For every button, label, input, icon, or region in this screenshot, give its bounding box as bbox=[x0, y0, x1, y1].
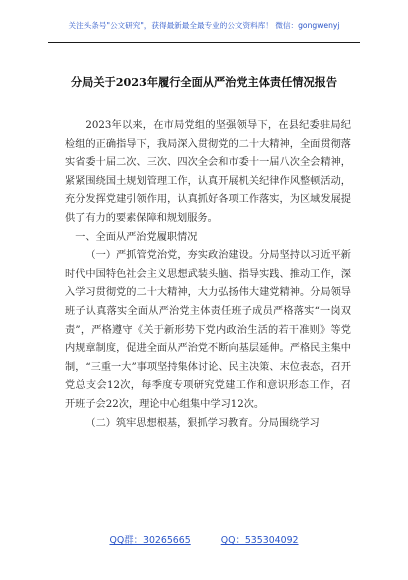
qq-contact-link[interactable]: QQ：535304092 bbox=[220, 535, 299, 546]
footer-contacts bbox=[0, 532, 408, 546]
section-heading: 一、全面从严治党履职情况 bbox=[75, 231, 198, 243]
document-body bbox=[65, 117, 351, 433]
document-title: 分局关于2023年履行全面从严治党主体责任情况报告 bbox=[70, 75, 338, 89]
qq-group-link[interactable]: QQ群：30265665 bbox=[109, 535, 191, 546]
intro-paragraph: 2023年以来，在市局党组的坚强领导下，在县纪委驻局纪检组的正确指导下，我局深入贯彻党的二十大精神，全面贯彻落实省委十届二次、三次、四次全会和市委十一届八次全会精神，紧紧围绕国土规划管理工作，认真开展机关纪律作风整顿活动，充分发挥党建引领作用，认真抓好各项工作落实，为区域发展提供了有力的要素保障和规划服务。 bbox=[65, 120, 351, 224]
header-divider bbox=[48, 42, 360, 43]
header-banner: 关注头条号"公文研究"，获得最新最全最专业的公文资料库！ 微信：gongwenyj bbox=[68, 21, 340, 30]
body-paragraph: （二）筑牢思想根基，狠抓学习教育。分局围绕学习 bbox=[85, 417, 320, 429]
body-paragraph: （一）严抓管党治党，夯实政治建设。分局坚持以习近平新时代中国特色社会主义思想武装头脑、指导实践、推动工作，深入学习贯彻党的二十大精神，大力弘扬伟大建党精神。分局领导班子认真落实全面从严治党主体责任班子成员严格落实“一岗双责”，严格遵守《关于新形势下党内政治生活的若干准则》等党内规章制度，促进全面从严治党不断向基层延伸。严格民主集中制，“三重一大”事项坚持集体讨论、民主决策、末位表态，召开党总支会12次，每季度专项研究党建工作和意识形态工作，召开班子会22次，理论中心组集中学习12次。 bbox=[65, 250, 351, 410]
